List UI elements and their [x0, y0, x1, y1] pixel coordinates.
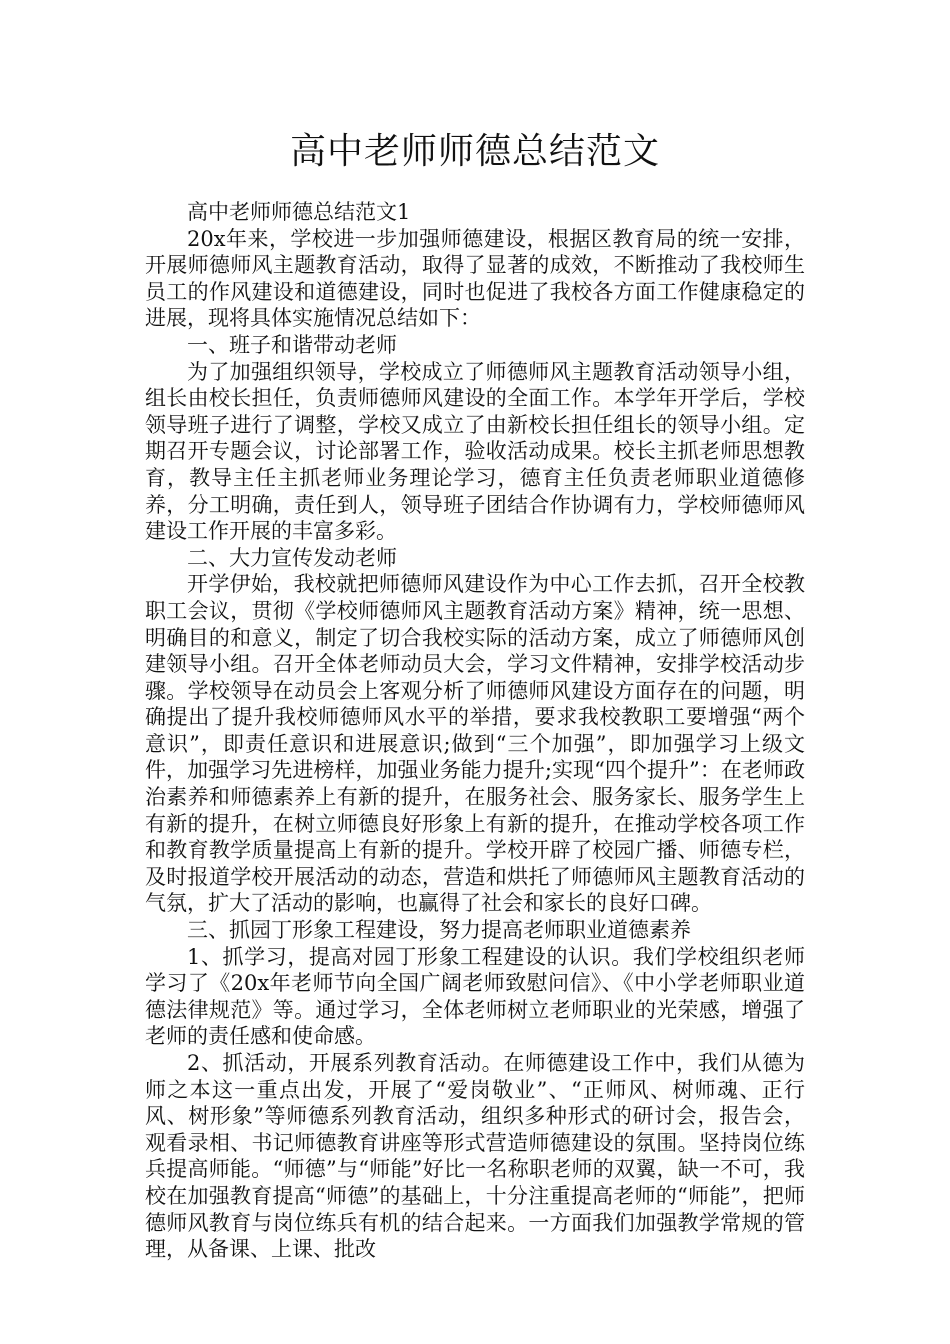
- section-heading: 二、大力宣传发动老师: [187, 545, 397, 570]
- paragraph: 1、抓学习，提高对园丁形象工程建设的认识。我们学校组织老师学习了《20x年老师节向全国广阔老师致慰问信》、《中小学老师职业道德法律规范》等。通过学习，全体老师树立老师职业的光荣感，增强了老师的责任感和使命感。: [145, 944, 805, 1049]
- document-title: 高中老师师德总结范文: [289, 131, 660, 172]
- paragraph: 为了加强组织领导，学校成立了师德师风主题教育活动领导小组，组长由校长担任，负责师德师风建设的全面工作。本学年开学后，学校领导班子进行了调整，学校又成立了由新校长担任组长的领导小组。定期召开专题会议，讨论部署工作，验收活动成果。校长主抓老师思想教育，教导主任主抓老师业务理论学习，德育主任负责老师职业道德修养，分工明确，责任到人，领导班子团结合作协调有力，学校师德师风建设工作开展的丰富多彩。: [145, 359, 805, 544]
- paragraph: 20x年来，学校进一步加强师德建设，根据区教育局的统一安排，开展师德师风主题教育活动，取得了显著的成效，不断推动了我校师生员工的作风建设和道德建设，同时也促进了我校各方面工作健康稳定的进展，现将具体实施情况总结如下：: [145, 226, 805, 331]
- section-heading: 高中老师师德总结范文1: [187, 200, 411, 224]
- paragraph: 开学伊始，我校就把师德师风建设作为中心工作去抓，召开全校教职工会议，贯彻《学校师德师风主题教育活动方案》精神，统一思想、明确目的和意义，制定了切合我校实际的活动方案，成立了师德师风创建领导小组。召开全体老师动员大会，学习文件精神，安排学校活动步骤。学校领导在动员会上客观分析了师德师风建设方面存在的问题，明确提出了提升我校师德师风水平的举措，要求我校教职工要增强“两个意识”，即责任意识和进展意识;做到“三个加强”，即加强学习上级文件，加强学习先进榜样，加强业务能力提升;实现“四个提升”：在老师政治素养和师德素养上有新的提升，在服务社会、服务家长、服务学生上有新的提升，在树立师德良好形象上有新的提升，在推动学校各项工作和教育教学质量提高上有新的提升。学校开辟了校园广播、师德专栏，及时报道学校开展活动的动态，营造和烘托了师德师风主题教育活动的气氛，扩大了活动的影响，也赢得了社会和家长的良好口碑。: [145, 572, 805, 916]
- section-heading: 一、班子和谐带动老师: [187, 332, 397, 357]
- section-heading: 三、抓园丁形象工程建设，努力提高老师职业道德素养: [187, 918, 691, 943]
- document-body: [145, 199, 805, 1263]
- paragraph: 2、抓活动，开展系列教育活动。在师德建设工作中，我们从德为师之本这一重点出发，开展了“爱岗敬业”、“正师风、树师魂、正行风、树形象”等师德系列教育活动，组织多种形式的研讨会，报告会，观看录相、书记师德教育讲座等形式营造师德建设的氛围。坚持岗位练兵提高师能。“师德”与“师能”好比一名称职老师的双翼，缺一不可，我校在加强教育提高“师德”的基础上，十分注重提高老师的“师能”，把师德师风教育与岗位练兵有机的结合起来。一方面我们加强教学常规的管理，从备课、上课、批改: [145, 1051, 805, 1262]
